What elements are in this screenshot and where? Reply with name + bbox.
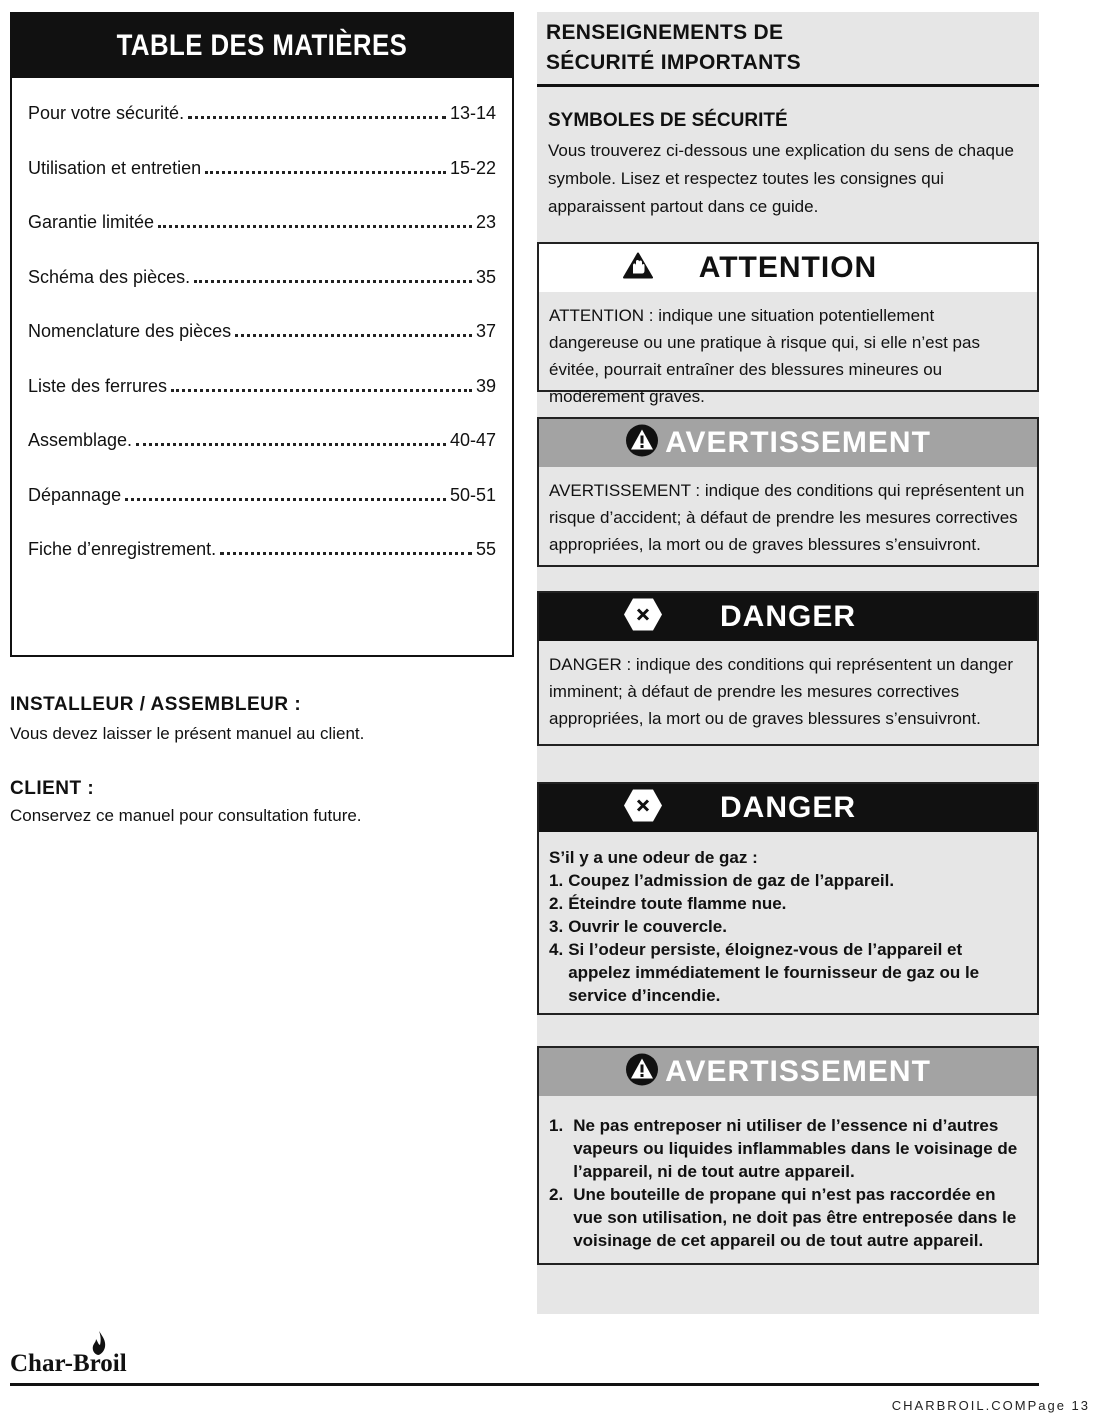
warning-triangle-icon bbox=[625, 424, 659, 463]
danger-hexagon-icon bbox=[623, 788, 663, 829]
warning-box bbox=[537, 417, 1039, 567]
toc-leader-dots bbox=[158, 225, 472, 228]
item-number: 4. bbox=[549, 940, 564, 959]
warning-triangle-icon bbox=[625, 1053, 659, 1092]
safety-title-line1: RENSEIGNEMENTS DE bbox=[546, 21, 784, 44]
safety-title-line2: SÉCURITÉ IMPORTANTS bbox=[546, 51, 801, 74]
toc-item[interactable] bbox=[28, 425, 496, 451]
safety-title bbox=[546, 18, 801, 78]
toc-leader-dots bbox=[220, 552, 472, 555]
toc-item-label: Schéma des pièces. bbox=[28, 267, 191, 287]
toc-item-page: 15-22 bbox=[449, 158, 496, 178]
warning-heading: AVERTISSEMENT bbox=[665, 426, 931, 459]
item-text: Une bouteille de propane qui n’est pas raccordée en vue son utilisation, ne doit pas être entreposée dans le voisinage de cet appareil ou de tout autre appareil. bbox=[573, 1185, 1017, 1250]
warning-text: AVERTISSEMENT : indique des conditions qui représentent un risque d’accident; à défaut de prendre les mesures correctives appropriées, la mort ou de graves blessures s’ensuivront. bbox=[549, 481, 1025, 554]
toc-leader-dots bbox=[194, 280, 472, 283]
toc-item[interactable] bbox=[28, 153, 496, 179]
toc-leader-dots bbox=[136, 443, 446, 446]
toc-item[interactable] bbox=[28, 480, 496, 506]
toc-item-label: Pour votre sécurité. bbox=[28, 103, 185, 123]
footer-divider bbox=[10, 1383, 1039, 1386]
danger-hexagon-icon bbox=[623, 597, 663, 638]
gas-danger-heading: DANGER bbox=[719, 791, 856, 824]
item-text: Ne pas entreposer ni utiliser de l’essence ni d’autres vapeurs ou liquides inflammables dans le voisinage de l’appareil, ni de tout autre appareil. bbox=[573, 1116, 1018, 1181]
divider bbox=[537, 84, 1039, 87]
toc-leader-dots bbox=[188, 116, 446, 119]
caution-hand-icon bbox=[623, 252, 653, 285]
toc-item[interactable] bbox=[28, 207, 496, 233]
toc-leader-dots bbox=[235, 334, 472, 337]
attention-heading: ATTENTION bbox=[698, 251, 878, 284]
table-of-contents bbox=[10, 12, 514, 657]
toc-item-label: Dépannage bbox=[28, 485, 122, 505]
attention-box bbox=[537, 242, 1039, 406]
attention-header bbox=[539, 244, 1037, 292]
installer-heading: INSTALLEUR / ASSEMBLEUR : bbox=[10, 694, 302, 715]
client-text: Conservez ce manuel pour consultation future. bbox=[10, 806, 362, 825]
toc-item-page: 40-47 bbox=[449, 430, 496, 450]
list-item bbox=[549, 1114, 1027, 1183]
item-number: 1. bbox=[549, 871, 564, 890]
toc-title: TABLE DES MATIÈRES bbox=[116, 29, 408, 62]
list-item bbox=[549, 1183, 1027, 1252]
item-text: Si l’odeur persiste, éloignez-vous de l’appareil et appelez immédiatement le fournisseur de gaz ou le service d’incendie. bbox=[568, 940, 980, 1005]
toc-item[interactable] bbox=[28, 316, 496, 342]
item-number: 2. bbox=[549, 894, 564, 913]
gas-danger-body bbox=[539, 832, 1037, 1015]
toc-header bbox=[12, 14, 512, 78]
list-item bbox=[549, 892, 1027, 915]
client-heading: CLIENT : bbox=[10, 778, 95, 799]
item-number: 1. bbox=[549, 1116, 564, 1135]
fuel-warning-header bbox=[539, 1048, 1037, 1096]
page-number: Page 13 bbox=[1027, 1398, 1090, 1413]
fuel-warning-heading: AVERTISSEMENT bbox=[665, 1055, 931, 1088]
gas-danger-header bbox=[539, 784, 1037, 832]
item-text: Éteindre toute flamme nue. bbox=[568, 894, 787, 913]
fuel-warning-box bbox=[537, 1046, 1039, 1265]
item-text: Coupez l’admission de gaz de l’appareil. bbox=[568, 871, 895, 890]
toc-item-label: Fiche d’enregistrement. bbox=[28, 539, 217, 559]
toc-item-page: 23 bbox=[475, 212, 496, 232]
item-number: 2. bbox=[549, 1185, 564, 1204]
item-number: 3. bbox=[549, 917, 564, 936]
installer-text: Vous devez laisser le présent manuel au client. bbox=[10, 724, 365, 743]
toc-item-page: 35 bbox=[475, 267, 496, 287]
toc-item-label: Garantie limitée bbox=[28, 212, 155, 232]
toc-item[interactable] bbox=[28, 98, 496, 124]
toc-leader-dots bbox=[205, 171, 446, 174]
danger-heading: DANGER bbox=[719, 600, 856, 633]
danger-text: DANGER : indique des conditions qui représentent un danger imminent; à défaut de prendre les mesures correctives appropriées, la mort ou de graves blessures s’ensuivront. bbox=[549, 655, 1014, 728]
danger-header bbox=[539, 593, 1037, 641]
toc-item-page: 55 bbox=[475, 539, 496, 559]
website-link[interactable]: CHARBROIL.COM bbox=[891, 1398, 1028, 1413]
list-item bbox=[549, 915, 1027, 938]
toc-item-label: Assemblage. bbox=[28, 430, 133, 450]
danger-box bbox=[537, 591, 1039, 746]
toc-item-label: Liste des ferrures bbox=[28, 376, 168, 396]
list-item bbox=[549, 869, 1027, 892]
fuel-warning-body bbox=[539, 1096, 1037, 1260]
toc-item-page: 39 bbox=[475, 376, 496, 396]
toc-item-label: Nomenclature des pièces bbox=[28, 321, 232, 341]
symbols-text: Vous trouverez ci-dessous une explication du sens de chaque symbole. Lisez et respectez toutes les consignes qui apparaissent partout dans ce guide. bbox=[548, 141, 1014, 216]
logo-text: Char-Broil bbox=[10, 1350, 127, 1377]
gas-danger-box bbox=[537, 782, 1039, 1015]
toc-leader-dots bbox=[171, 389, 472, 392]
toc-item-page: 37 bbox=[475, 321, 496, 341]
attention-text: ATTENTION : indique une situation potentiellement dangereuse ou une pratique à risque qui, si elle n’est pas évitée, pourrait entraîner des blessures mineures ou modérément graves. bbox=[549, 306, 980, 406]
warning-header bbox=[539, 419, 1037, 467]
toc-item-label: Utilisation et entretien bbox=[28, 158, 202, 178]
toc-item[interactable] bbox=[28, 534, 496, 560]
toc-item-page: 13-14 bbox=[449, 103, 496, 123]
char-broil-logo bbox=[10, 1330, 140, 1378]
toc-item[interactable] bbox=[28, 262, 496, 288]
toc-leader-dots bbox=[125, 498, 446, 501]
gas-danger-intro: S’il y a une odeur de gaz : bbox=[549, 848, 758, 867]
toc-item-page: 50-51 bbox=[449, 485, 496, 505]
toc-item[interactable] bbox=[28, 371, 496, 397]
item-text: Ouvrir le couvercle. bbox=[568, 917, 727, 936]
list-item bbox=[549, 938, 1027, 1007]
footer-text bbox=[892, 1398, 1090, 1413]
symbols-heading: SYMBOLES DE SÉCURITÉ bbox=[548, 110, 788, 131]
